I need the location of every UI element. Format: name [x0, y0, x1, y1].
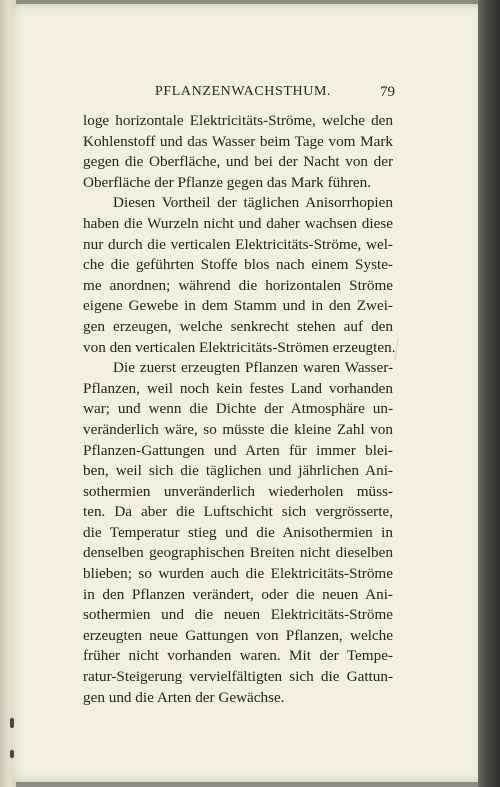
- text-line: Kohlenstoff und das Wasser beim Tage vom Mark: [83, 132, 393, 150]
- text-line: gegen die Oberfläche, und bei der Nacht von der: [83, 153, 393, 171]
- text-line: me anordnen; während die horizontalen Ströme: [83, 276, 393, 294]
- text-line: denselben geographischen Breiten nicht dieselben: [83, 544, 393, 562]
- running-header: [155, 84, 395, 106]
- book-spine-edge: [478, 0, 500, 787]
- text-line: ratur-Steigerung vervielfältigten sich die Gattun-: [83, 668, 393, 686]
- margin-ink-mark: [10, 750, 14, 758]
- text-line: sothermien unveränderlich wiederholen müss-: [83, 482, 393, 500]
- text-line: gen und die Arten der Gewächse.: [83, 688, 285, 706]
- text-line: veränderlich wäre, so müsste die kleine Zahl von: [83, 420, 393, 438]
- text-line: ten. Da aber die Luftschicht sich vergrösserte,: [83, 503, 393, 521]
- text-line: Pflanzen-Gattungen und Arten für immer blei-: [83, 441, 393, 459]
- text-line: eigene Gewebe in dem Stamm und in den Zwei-: [83, 297, 393, 315]
- text-line: Die zuerst erzeugten Pflanzen waren Wasser-: [113, 359, 393, 377]
- text-line: früher nicht vorhanden waren. Mit der Tempe-: [83, 647, 393, 665]
- text-line: die Temperatur stieg und die Anisothermien in: [83, 523, 393, 541]
- text-line: ben, weil sich die täglichen und jährlichen Ani-: [83, 462, 393, 480]
- text-line: Oberfläche der Pflanze gegen das Mark führen.: [83, 173, 372, 191]
- paragraph: [83, 111, 393, 193]
- margin-ink-mark: [10, 718, 14, 728]
- text-line: erzeugten neue Gattungen von Pflanzen, welche: [83, 626, 393, 644]
- paragraph: [83, 358, 393, 708]
- text-line: Pflanzen, weil noch kein festes Land vorhanden: [83, 379, 393, 397]
- body-text: [83, 111, 396, 708]
- text-line: Diesen Vortheil der täglichen Anisorrhopien: [113, 194, 393, 212]
- text-line: haben die Wurzeln nicht und daher wachsen diese: [83, 214, 393, 232]
- text-line: gen erzeugen, welche senkrecht stehen auf den: [83, 317, 393, 335]
- page-number: 79: [380, 84, 395, 100]
- text-line: che die geführten Stoffe blos nach einem Syste-: [83, 256, 393, 274]
- text-line: loge horizontale Elektricitäts-Ströme, welche den: [83, 112, 393, 129]
- text-line: von den verticalen Elektricitäts-Strömen erzeugten.: [83, 338, 396, 356]
- text-line: war; und wenn die Dichte der Atmosphäre un-: [83, 400, 393, 418]
- paragraph: [83, 193, 396, 358]
- text-line: sothermien und die neuen Elektricitäts-Ströme: [83, 606, 393, 624]
- text-line: in den Pflanzen verändert, oder die neuen Ani-: [83, 585, 393, 603]
- running-title: PFLANZENWACHSTHUM.: [155, 84, 332, 99]
- text-line: blieben; so wurden auch die Elektricitäts-Ströme: [83, 565, 393, 583]
- text-line: nur durch die verticalen Elektricitäts-Ströme, wel-: [83, 235, 393, 253]
